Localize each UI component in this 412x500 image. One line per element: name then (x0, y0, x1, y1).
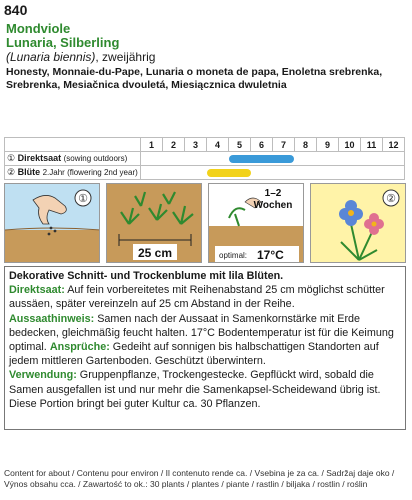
month-header: 9 (317, 138, 339, 152)
calendar-row-flowering (5, 166, 405, 180)
flowering-number: ② (386, 193, 396, 205)
title-line1: Mondviole (6, 21, 71, 36)
germination-pictogram (208, 183, 304, 263)
sowing-number: ① (78, 193, 88, 205)
heading-sowing-hint: Aussaathinweis: (9, 312, 95, 325)
row-title: Blüte (17, 167, 41, 177)
row-label (5, 166, 141, 180)
calendar-bar (229, 155, 295, 163)
month-header: 12 (383, 138, 405, 152)
description-box (4, 266, 406, 430)
month-header: 5 (229, 138, 251, 152)
optimal-label: optimal: (219, 251, 248, 260)
row-number: ① (7, 153, 16, 163)
month-header: 2 (163, 138, 185, 152)
product-code: 840 (4, 2, 28, 18)
text-direct-sowing: Auf fein vorbereitetes mit Reihenabstand 25 cm möglichst schütter aussäen, später vereinzeln auf 25 cm Abstand in der Reihe. (9, 284, 385, 311)
seedling-spacing-icon (107, 184, 202, 263)
footer-line2: Výnos obsahu cca. / Zawartość to ok.: 30 plants / plantes / piante / rastlin / biljaka / rostlin / roślin (4, 479, 368, 489)
month-header: 4 (207, 138, 229, 152)
flowering-pictogram (310, 183, 406, 263)
latin-name (6, 50, 406, 64)
month-header: 11 (361, 138, 383, 152)
row-label (5, 152, 141, 166)
text-sowing-hint: Samen nach der Aussaat in Samenkornstärke mit Erde bedecken, gleichmäßig feucht halten. 17°C Bodentemperatur ist für die Keimung optimal. (9, 312, 394, 354)
footer (4, 468, 408, 490)
bar-track (141, 166, 405, 180)
month-header: 10 (339, 138, 361, 152)
title-line2: Lunaria, Silberling (6, 35, 120, 50)
calendar-bar (207, 169, 251, 177)
row-number: ② (7, 167, 16, 177)
temperature-value: 17°C (257, 248, 284, 262)
month-header: 6 (251, 138, 273, 152)
bar-track (141, 152, 405, 166)
calendar-row-sowing (5, 152, 405, 166)
month-header: 8 (295, 138, 317, 152)
month-header: 7 (273, 138, 295, 152)
sowing-pictogram (4, 183, 100, 263)
footer-line1: Content for about / Contenu pour environ / Il contenuto rende ca. / Vsebina je za ca. / Sadržaj daje oko / (4, 468, 395, 478)
month-header: 3 (185, 138, 207, 152)
sowing-hand-icon (5, 184, 100, 263)
heading-requirements: Ansprüche: (49, 341, 110, 354)
weeks-number: 1–2 (264, 188, 282, 199)
title-block (6, 22, 406, 92)
pictogram-row (4, 183, 406, 263)
sowing-calendar (4, 137, 405, 180)
month-header: 1 (141, 138, 163, 152)
calendar-corner (5, 138, 141, 152)
text-usage: Gruppenpflanze, Trockengestecke. Gepflückt wird, sobald die Samen ausgefallen ist und nur mehr die Samenkapsel-Scheidewand übrig ist. Diese Portion bringt bei guter Kultur ca. 30 Pflanzen. (9, 369, 381, 410)
common-names: Honesty, Monnaie-du-Pape, Lunaria o moneta de papa, Enoletna srebrenka, Srebrenka, Mesiačnica dvouletá, Miesiącznica dwuletnia (6, 66, 383, 91)
heading-direct-sowing: Direktsaat: (9, 284, 65, 297)
spacing-label: 25 cm (137, 246, 173, 260)
row-subtitle: 2.Jahr (flowering 2nd year) (42, 168, 138, 177)
latin-suffix: , zweijährig (95, 50, 156, 64)
heading-usage: Verwendung: (9, 369, 77, 382)
flower-icon (311, 184, 406, 263)
description-lead: Dekorative Schnitt- und Trockenblume mit lila Blüten. (9, 270, 284, 282)
latin-italic: (Lunaria biennis) (6, 50, 96, 64)
row-subtitle: (sowing outdoors) (63, 154, 128, 163)
weeks-label: Wochen (253, 200, 293, 211)
spacing-pictogram (106, 183, 202, 263)
row-title: Direktsaat (17, 153, 62, 163)
calendar-header-row (5, 138, 405, 152)
germination-temperature-icon (209, 184, 304, 263)
text-requirements: Gedeiht auf sonnigen bis halbschattigen Standorten auf jedem mittleren Gartenboden. Geschützt überwintern. (9, 341, 379, 368)
